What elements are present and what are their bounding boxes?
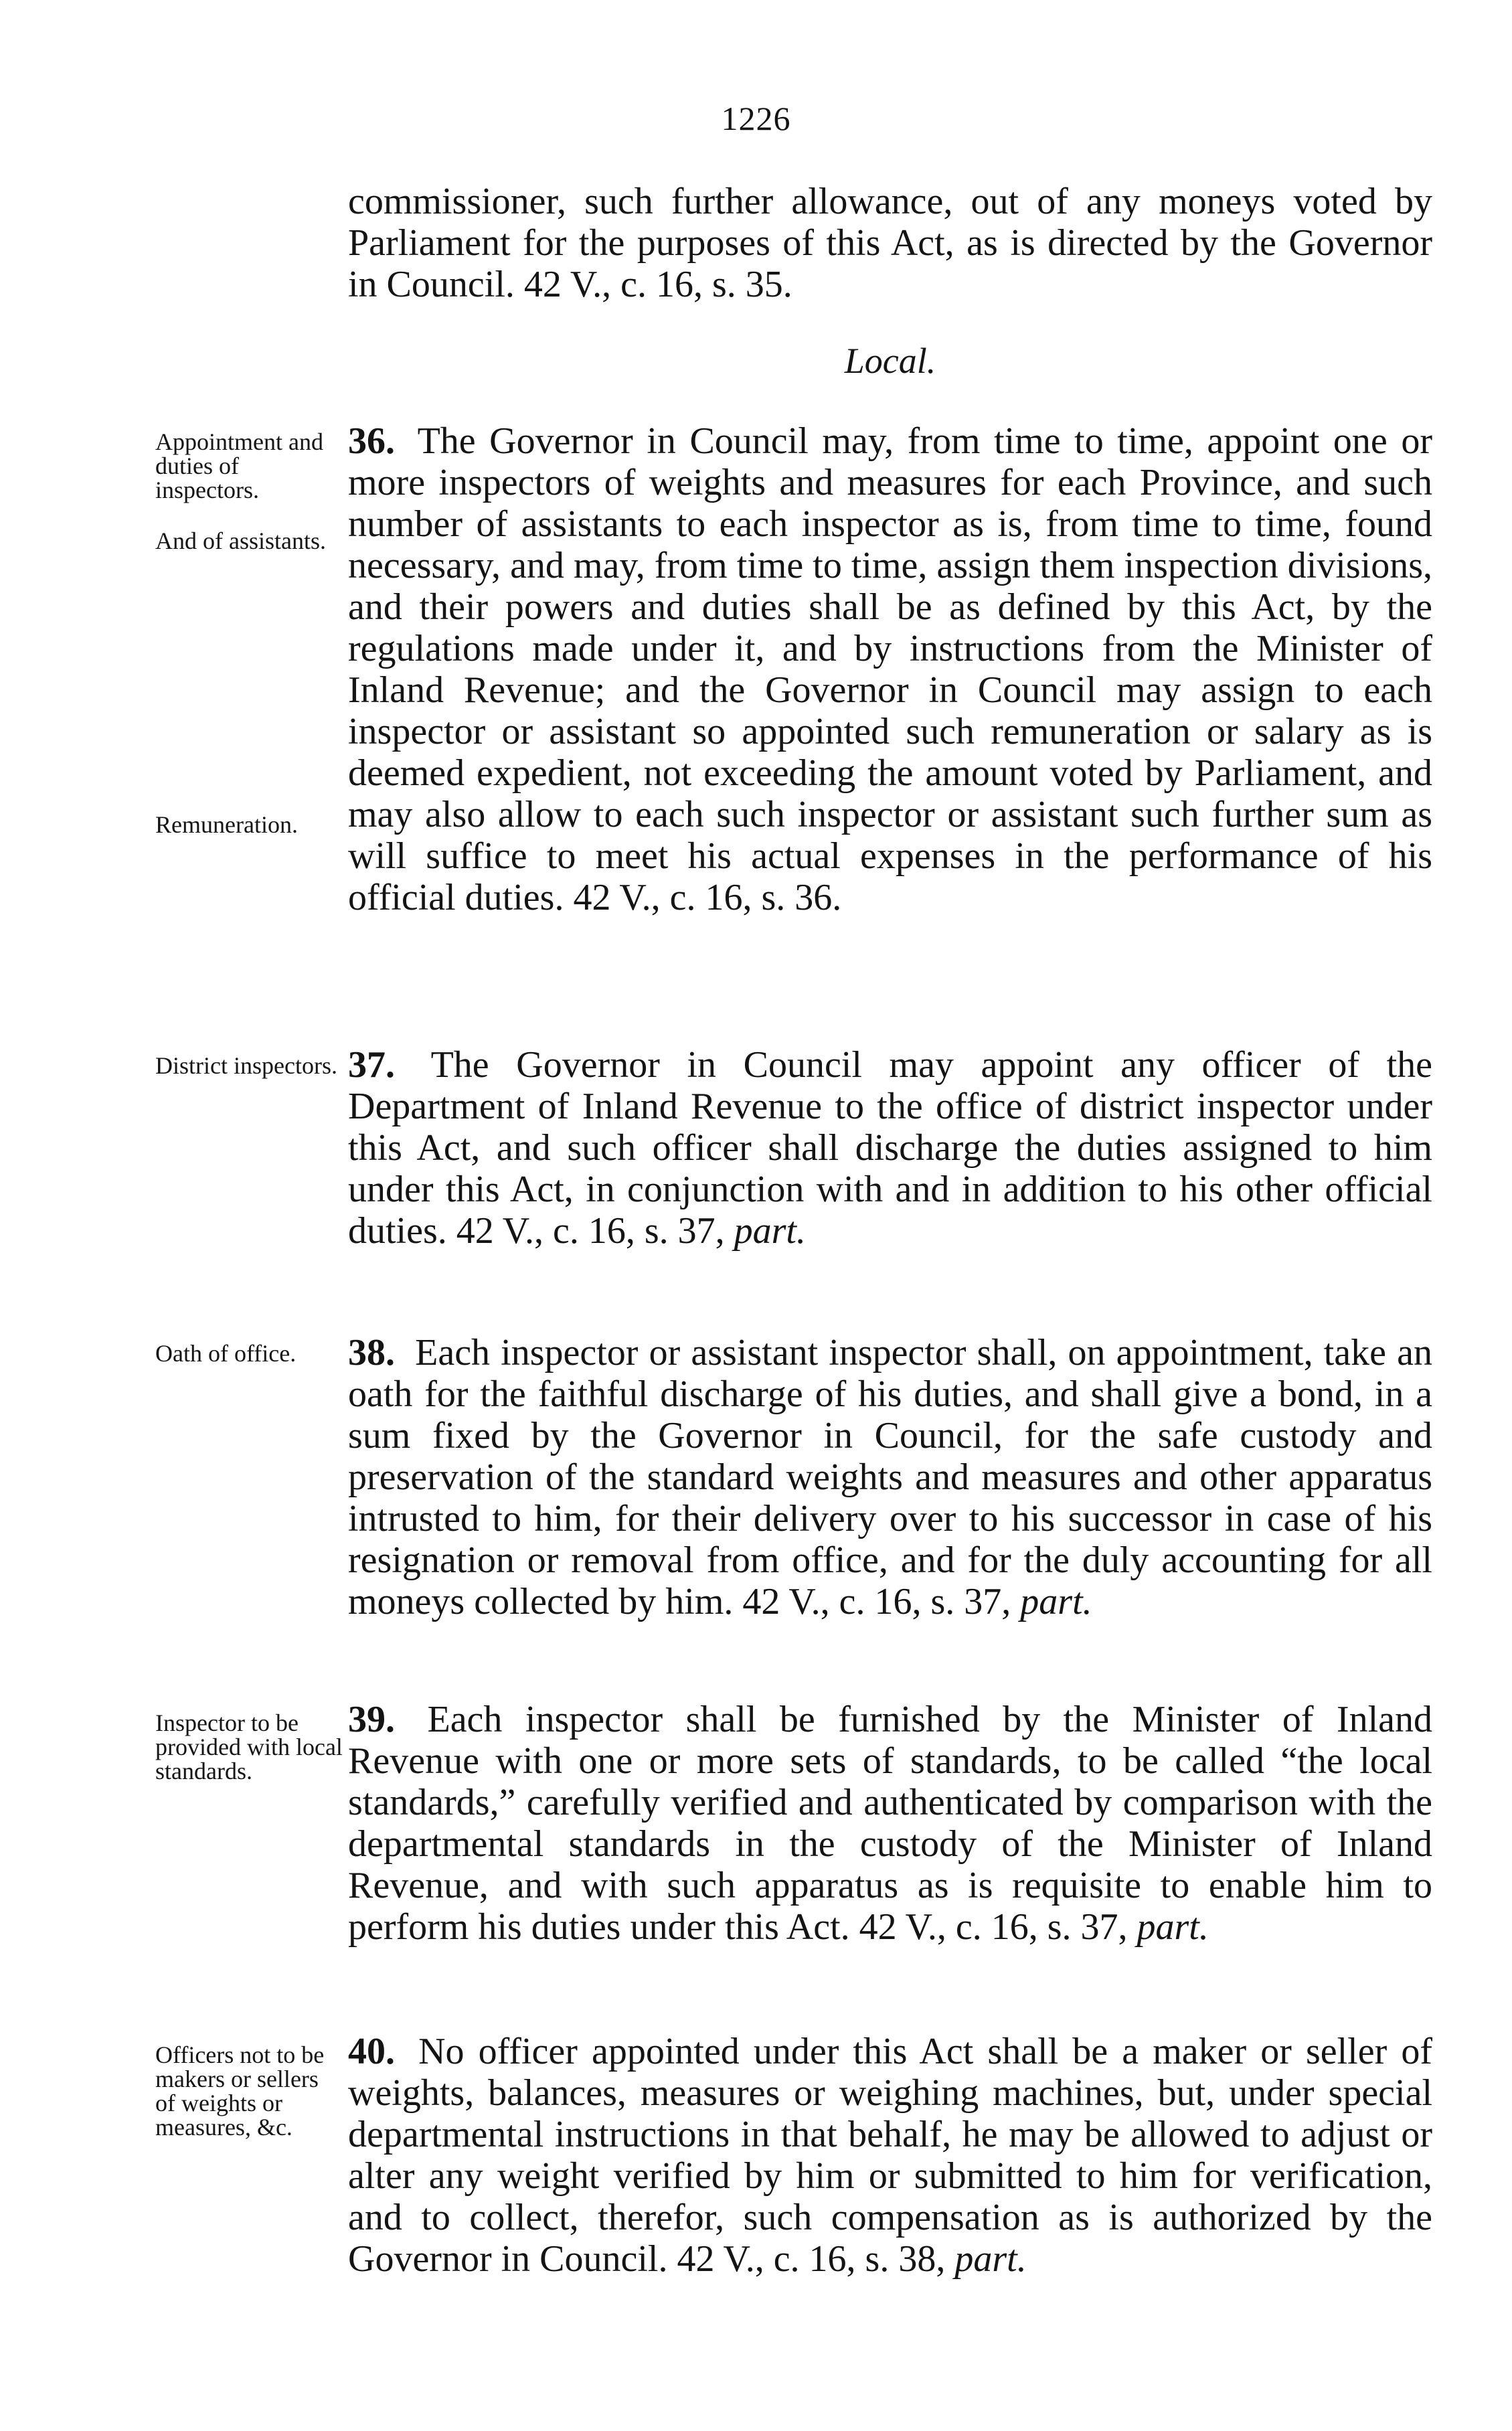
section-number: 36. — [348, 420, 395, 462]
margin-note-oath: Oath of office. — [155, 1340, 297, 1367]
section-citation-suffix: part. — [1137, 1906, 1209, 1948]
section-text: The Governor in Council may, from time to time, appoint one or more inspectors of weights and measures for each Province, and such number of assistants to each inspector as is, from time to time, found necessary, and may, from time to time, assign them inspection divisions, and their powers and duties shall be as defined by this Act, by the regulations made under it, and by instructions from the Minister of Inland Revenue; and the Governor in Council may assign to each inspector or assistant so appointed such remuneration or salary as is deemed expedient, not exceeding the amount voted by Parliament, and may also allow to each such inspector or assistant such further sum as will suffice to meet his actual expenses in the performance of his official duties. — [348, 420, 1432, 918]
continuation-citation: 42 V., c. 16, s. 35. — [523, 264, 792, 305]
page-number: 1226 — [721, 100, 791, 137]
section-citation: 42 V., c. 16, s. 37, — [742, 1581, 1011, 1622]
margin-note-district-inspectors: District inspectors. — [155, 1052, 337, 1079]
section-36 — [348, 420, 1432, 918]
section-40 — [348, 2031, 1432, 2280]
margin-note-remuneration: Remuneration. — [155, 811, 298, 838]
continuation-text: commissioner, such further allowance, out of any moneys voted by Parliament for the purposes of this Act, as is directed by the Governor in Council. — [348, 181, 1432, 305]
section-number: 37. — [348, 1044, 395, 1086]
section-citation: 42 V., c. 16, s. 36. — [573, 877, 842, 918]
section-37 — [348, 1044, 1432, 1252]
section-text: Each inspector shall be furnished by the Minister of Inland Revenue with one or more sets of standards, to be called “the local standards,” carefully verified and authenticated by comparison with the departmental standards in the custody of the Minister of Inland Revenue, and with such apparatus as is requisite to enable him to perform his duties under this Act. — [348, 1699, 1433, 1948]
section-heading: Local. — [844, 341, 936, 381]
margin-note-local-standards: Inspector to be provided with local standards. — [155, 1709, 343, 1784]
section-text: Each inspector or assistant inspector shall, on appointment, take an oath for the faithful discharge of his duties, and shall give a bond, in a sum fixed by the Governor in Council, for the safe custody and preservation of the standard weights and measures and other apparatus intrusted to him, for their delivery over to his successor in case of his resignation or removal from office, and for the duly accounting for all moneys collected by him. — [348, 1332, 1433, 1622]
section-text: No officer appointed under this Act shall be a maker or seller of weights, balances, measures or weighing machines, but, under special departmental instructions in that behalf, he may be allowed to adjust or alter any weight verified by him or submitted to him for verification, and to collect, therefor, such compensation as is authorized by the Governor in Council. — [348, 2031, 1432, 2280]
section-citation: 42 V., c. 16, s. 38, — [677, 2238, 946, 2280]
margin-note-officers-not-makers: Officers not to be makers or sellers of weights or measures, &c. — [155, 2041, 325, 2141]
margin-note-appointment: Appointment and duties of inspectors. — [155, 428, 323, 503]
section-citation: 42 V., c. 16, s. 37, — [456, 1210, 725, 1252]
section-number: 40. — [348, 2031, 395, 2072]
section-citation-suffix: part. — [954, 2238, 1027, 2280]
section-citation-suffix: part. — [1020, 1581, 1092, 1622]
section-38 — [348, 1332, 1432, 1622]
continuation-paragraph — [348, 181, 1432, 305]
section-39 — [348, 1699, 1432, 1948]
section-text: The Governor in Council may appoint any officer of the Department of Inland Revenue to the office of district inspector under this Act, and such officer shall discharge the duties assigned to him under this Act, in conjunction with and in addition to his other official duties. — [348, 1044, 1432, 1252]
margin-note-assistants: And of assistants. — [155, 527, 326, 554]
section-citation-suffix: part. — [734, 1210, 806, 1252]
section-number: 38. — [348, 1332, 395, 1373]
section-number: 39. — [348, 1699, 395, 1740]
section-citation: 42 V., c. 16, s. 37, — [859, 1906, 1128, 1948]
